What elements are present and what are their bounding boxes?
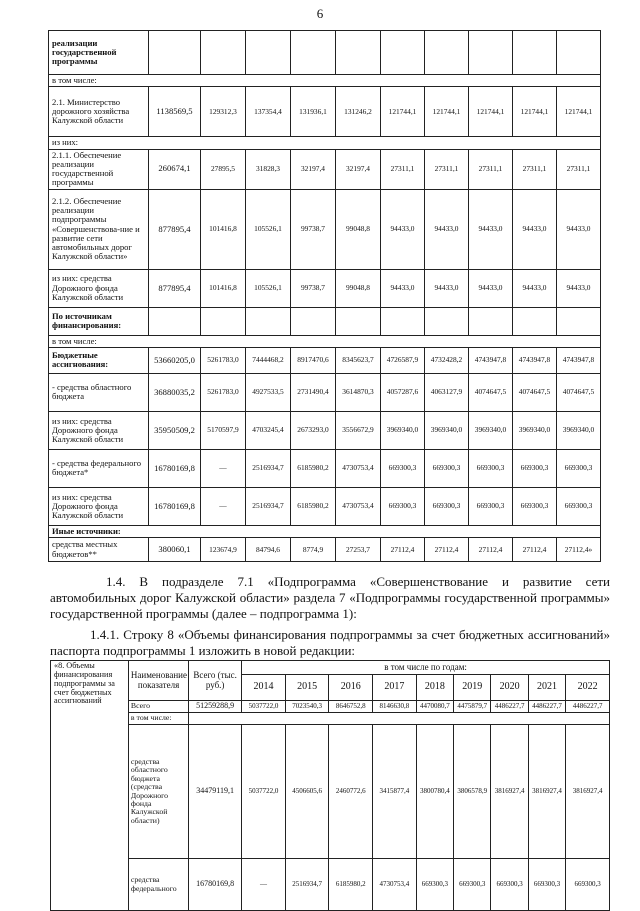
row-name: средства областного бюджета (средства Дорожного фонда Калужской области) — [128, 725, 188, 859]
value-cell: 669300,3 — [454, 859, 491, 911]
value-cell — [513, 307, 557, 335]
value-cell: 669300,3 — [381, 487, 425, 525]
table-row — [49, 269, 601, 307]
value-cell: 4486227,7 — [528, 701, 565, 713]
row-label: 2.1.1. Обеспечение реализации государственной программы — [49, 149, 149, 189]
row-label: в том числе: — [49, 75, 601, 87]
row-label: - средства федерального бюджета* — [49, 449, 149, 487]
value-cell: 32197,4 — [291, 149, 336, 189]
value-cell: 129312,3 — [201, 87, 246, 137]
value-cell: 94433,0 — [513, 269, 557, 307]
value-cell: — — [201, 487, 246, 525]
value-cell: 4506605,6 — [285, 725, 329, 859]
value-cell: 101416,8 — [201, 189, 246, 269]
year-header: 2014 — [242, 675, 286, 701]
total-cell: 53660205,0 — [149, 347, 201, 373]
value-cell: 3816927,4 — [528, 725, 565, 859]
value-cell: 7444468,2 — [246, 347, 291, 373]
row-label: Иные источники: — [49, 525, 601, 537]
value-cell: 94433,0 — [381, 269, 425, 307]
value-cell: 3415877,4 — [373, 725, 417, 859]
total-cell: 16780169,8 — [189, 859, 242, 911]
year-header: 2018 — [416, 675, 453, 701]
value-cell: 4730753,4 — [373, 859, 417, 911]
value-cell: 4063127,9 — [425, 373, 469, 411]
value-cell: 4074647,5 — [557, 373, 601, 411]
value-cell: 3556672,9 — [336, 411, 381, 449]
year-header: 2017 — [373, 675, 417, 701]
value-cell: 5261783,0 — [201, 373, 246, 411]
value-cell: 121744,1 — [469, 87, 513, 137]
value-cell: 131246,2 — [336, 87, 381, 137]
row-label: - средства областного бюджета — [49, 373, 149, 411]
table-header-row — [51, 661, 610, 675]
value-cell: 8774,9 — [291, 538, 336, 562]
value-cell — [513, 31, 557, 75]
value-cell: 2731490,4 — [291, 373, 336, 411]
year-header: 2019 — [454, 675, 491, 701]
year-header: 2022 — [566, 675, 610, 701]
row-label: из них: средства Дорожного фонда Калужской области — [49, 487, 149, 525]
value-cell: 27112,4 — [513, 538, 557, 562]
value-cell: 669300,3 — [513, 449, 557, 487]
row-name: Всего — [128, 701, 188, 713]
total-cell — [149, 307, 201, 335]
value-cell: 4743947,8 — [469, 347, 513, 373]
value-cell: 94433,0 — [381, 189, 425, 269]
value-cell: 27311,1 — [381, 149, 425, 189]
value-cell: 121744,1 — [425, 87, 469, 137]
row-name: в том числе: — [128, 713, 188, 725]
value-cell: 4486227,7 — [491, 701, 528, 713]
value-cell: 105526,1 — [246, 189, 291, 269]
table-row — [49, 75, 601, 87]
value-cell: 3614870,3 — [336, 373, 381, 411]
funding-table — [48, 30, 601, 562]
table-row — [49, 307, 601, 335]
total-cell: 35950509,2 — [149, 411, 201, 449]
paragraph-1-4: 1.4. В подразделе 7.1 «Подпрограмма «Совершенствование и развитие сети автомобильных дорог Калужской области» раздела 7 «Подпрограммы государственной программы» государственной программы (далее – подпрограмма 1): — [50, 574, 610, 621]
value-cell: 4486227,7 — [566, 701, 610, 713]
value-cell: 94433,0 — [557, 269, 601, 307]
value-cell: 31828,3 — [246, 149, 291, 189]
value-cell: 94433,0 — [469, 189, 513, 269]
value-cell: 27895,5 — [201, 149, 246, 189]
value-cell: 4475879,7 — [454, 701, 491, 713]
value-cell: 5261783,0 — [201, 347, 246, 373]
value-cell: 3969340,0 — [513, 411, 557, 449]
value-cell: 5037722,0 — [242, 725, 286, 859]
value-cell: 669300,3 — [381, 449, 425, 487]
value-cell: 99738,7 — [291, 269, 336, 307]
value-cell: 101416,8 — [201, 269, 246, 307]
value-cell: 27112,4 — [381, 538, 425, 562]
year-header: 2015 — [285, 675, 329, 701]
row-label: в том числе: — [49, 335, 601, 347]
table-row — [49, 149, 601, 189]
value-cell: 4743947,8 — [513, 347, 557, 373]
row-label: из них: средства Дорожного фонда Калужской области — [49, 269, 149, 307]
value-cell: 27311,1 — [425, 149, 469, 189]
value-cell: 94433,0 — [425, 269, 469, 307]
value-cell: 669300,3 — [425, 449, 469, 487]
value-cell: 2460772,6 — [329, 725, 373, 859]
value-cell: 669300,3 — [528, 859, 565, 911]
value-cell: 4074647,5 — [469, 373, 513, 411]
value-cell: 7023540,3 — [285, 701, 329, 713]
column-header-years: в том числе по годам: — [242, 661, 610, 675]
table-row — [49, 487, 601, 525]
table-row — [51, 713, 610, 725]
row-label: из них: — [49, 137, 601, 149]
value-cell: 4730753,4 — [336, 487, 381, 525]
value-cell: 669300,3 — [416, 859, 453, 911]
table-row — [49, 538, 601, 562]
year-header: 2021 — [528, 675, 565, 701]
table-row — [51, 725, 610, 859]
value-cell: 669300,3 — [469, 487, 513, 525]
value-cell — [291, 307, 336, 335]
value-cell: 105526,1 — [246, 269, 291, 307]
value-cell: 8917470,6 — [291, 347, 336, 373]
value-cell: 4470080,7 — [416, 701, 453, 713]
value-cell: 6185980,2 — [291, 487, 336, 525]
row-label: реализации государственной программы — [49, 31, 149, 75]
value-cell: 3969340,0 — [425, 411, 469, 449]
value-cell: 27112,4 — [425, 538, 469, 562]
total-cell: 36880035,2 — [149, 373, 201, 411]
total-cell: 34479119,1 — [189, 725, 242, 859]
value-cell — [425, 307, 469, 335]
value-cell: 669300,3 — [425, 487, 469, 525]
row-label: из них: средства Дорожного фонда Калужской области — [49, 411, 149, 449]
table-row — [49, 411, 601, 449]
value-cell: 94433,0 — [513, 189, 557, 269]
value-cell: 669300,3 — [566, 859, 610, 911]
value-cell: 27253,7 — [336, 538, 381, 562]
value-cell: 84794,6 — [246, 538, 291, 562]
value-cell: 3816927,4 — [566, 725, 610, 859]
value-cell: 4074647,5 — [513, 373, 557, 411]
value-cell — [201, 307, 246, 335]
value-cell: 8646752,8 — [329, 701, 373, 713]
value-cell: 27311,1 — [469, 149, 513, 189]
column-header-total: Всего (тыс. руб.) — [189, 661, 242, 701]
empty-cell — [189, 713, 610, 725]
value-cell: 669300,3 — [469, 449, 513, 487]
value-cell: 2516934,7 — [285, 859, 329, 911]
total-cell: 877895,4 — [149, 269, 201, 307]
value-cell: 137354,4 — [246, 87, 291, 137]
value-cell — [381, 307, 425, 335]
value-cell: 8146630,8 — [373, 701, 417, 713]
value-cell: 27112,4 — [469, 538, 513, 562]
table-row — [51, 859, 610, 911]
value-cell: 5170597,9 — [201, 411, 246, 449]
table-row — [49, 449, 601, 487]
value-cell: 121744,1 — [381, 87, 425, 137]
value-cell: 4927533,5 — [246, 373, 291, 411]
value-cell: 4057287,6 — [381, 373, 425, 411]
value-cell: 669300,3 — [557, 449, 601, 487]
value-cell — [469, 307, 513, 335]
value-cell — [201, 31, 246, 75]
value-cell: 5037722,0 — [242, 701, 286, 713]
value-cell: — — [201, 449, 246, 487]
subprogram-funding-table — [50, 660, 610, 911]
value-cell — [469, 31, 513, 75]
value-cell — [425, 31, 469, 75]
table-row — [49, 335, 601, 347]
paragraph-1-4-1: 1.4.1. Строку 8 «Объемы финансирования подпрограммы за счет бюджетных ассигнований» паспорта подпрограммы 1 изложить в новой редакции: — [50, 627, 610, 658]
value-cell: 6185980,2 — [329, 859, 373, 911]
value-cell: 669300,3 — [491, 859, 528, 911]
value-cell: 4703245,4 — [246, 411, 291, 449]
value-cell: 121744,1 — [513, 87, 557, 137]
value-cell — [246, 31, 291, 75]
value-cell: 2516934,7 — [246, 487, 291, 525]
value-cell: 8345623,7 — [336, 347, 381, 373]
value-cell: 27311,1 — [557, 149, 601, 189]
total-cell: 260674,1 — [149, 149, 201, 189]
value-cell: 123674,9 — [201, 538, 246, 562]
value-cell: 2516934,7 — [246, 449, 291, 487]
value-cell: 3969340,0 — [557, 411, 601, 449]
value-cell: 669300,3 — [557, 487, 601, 525]
row-label: По источникам финансирования: — [49, 307, 149, 335]
value-cell: 2673293,0 — [291, 411, 336, 449]
value-cell: 94433,0 — [425, 189, 469, 269]
total-cell: 1138569,5 — [149, 87, 201, 137]
value-cell: 27112,4» — [557, 538, 601, 562]
value-cell: 6185980,2 — [291, 449, 336, 487]
value-cell: 99738,7 — [291, 189, 336, 269]
row-label: Бюджетные ассигнования: — [49, 347, 149, 373]
table-row — [49, 87, 601, 137]
value-cell: 131936,1 — [291, 87, 336, 137]
value-cell — [381, 31, 425, 75]
value-cell: — — [242, 859, 286, 911]
value-cell — [557, 31, 601, 75]
year-header: 2020 — [491, 675, 528, 701]
value-cell: 32197,4 — [336, 149, 381, 189]
table-row — [49, 347, 601, 373]
page-number: 6 — [316, 6, 324, 21]
row-title: «8. Объемы финансирования подпрограммы за счет бюджетных ассигнований — [51, 661, 129, 911]
value-cell: 94433,0 — [557, 189, 601, 269]
value-cell: 4726587,9 — [381, 347, 425, 373]
value-cell: 4743947,8 — [557, 347, 601, 373]
total-cell: 877895,4 — [149, 189, 201, 269]
value-cell — [291, 31, 336, 75]
table-row — [49, 189, 601, 269]
table-row — [51, 701, 610, 713]
total-cell: 51259288,9 — [189, 701, 242, 713]
table-row — [49, 137, 601, 149]
table-row — [49, 373, 601, 411]
value-cell: 99048,8 — [336, 269, 381, 307]
total-cell: 380060,1 — [149, 538, 201, 562]
value-cell: 3969340,0 — [381, 411, 425, 449]
value-cell: 121744,1 — [557, 87, 601, 137]
row-label: средства местных бюджетов** — [49, 538, 149, 562]
value-cell — [557, 307, 601, 335]
value-cell — [336, 307, 381, 335]
table-row — [49, 525, 601, 537]
value-cell: 3806578,9 — [454, 725, 491, 859]
row-name: средства федерального — [128, 859, 188, 911]
value-cell: 669300,3 — [513, 487, 557, 525]
value-cell — [246, 307, 291, 335]
value-cell: 27311,1 — [513, 149, 557, 189]
value-cell: 99048,8 — [336, 189, 381, 269]
value-cell: 4732428,2 — [425, 347, 469, 373]
column-header-name: Наименование показателя — [128, 661, 188, 701]
total-cell: 16780169,8 — [149, 487, 201, 525]
value-cell: 3969340,0 — [469, 411, 513, 449]
year-header: 2016 — [329, 675, 373, 701]
value-cell — [336, 31, 381, 75]
value-cell: 94433,0 — [469, 269, 513, 307]
value-cell: 3800780,4 — [416, 725, 453, 859]
total-cell: 16780169,8 — [149, 449, 201, 487]
value-cell: 4730753,4 — [336, 449, 381, 487]
total-cell — [149, 31, 201, 75]
value-cell: 3816927,4 — [491, 725, 528, 859]
row-label: 2.1. Министерство дорожного хозяйства Калужской области — [49, 87, 149, 137]
row-label: 2.1.2. Обеспечение реализации подпрограммы «Совершенствова-ние и развитие сети автомобильных дорог Калужской области» — [49, 189, 149, 269]
table-row — [49, 31, 601, 75]
